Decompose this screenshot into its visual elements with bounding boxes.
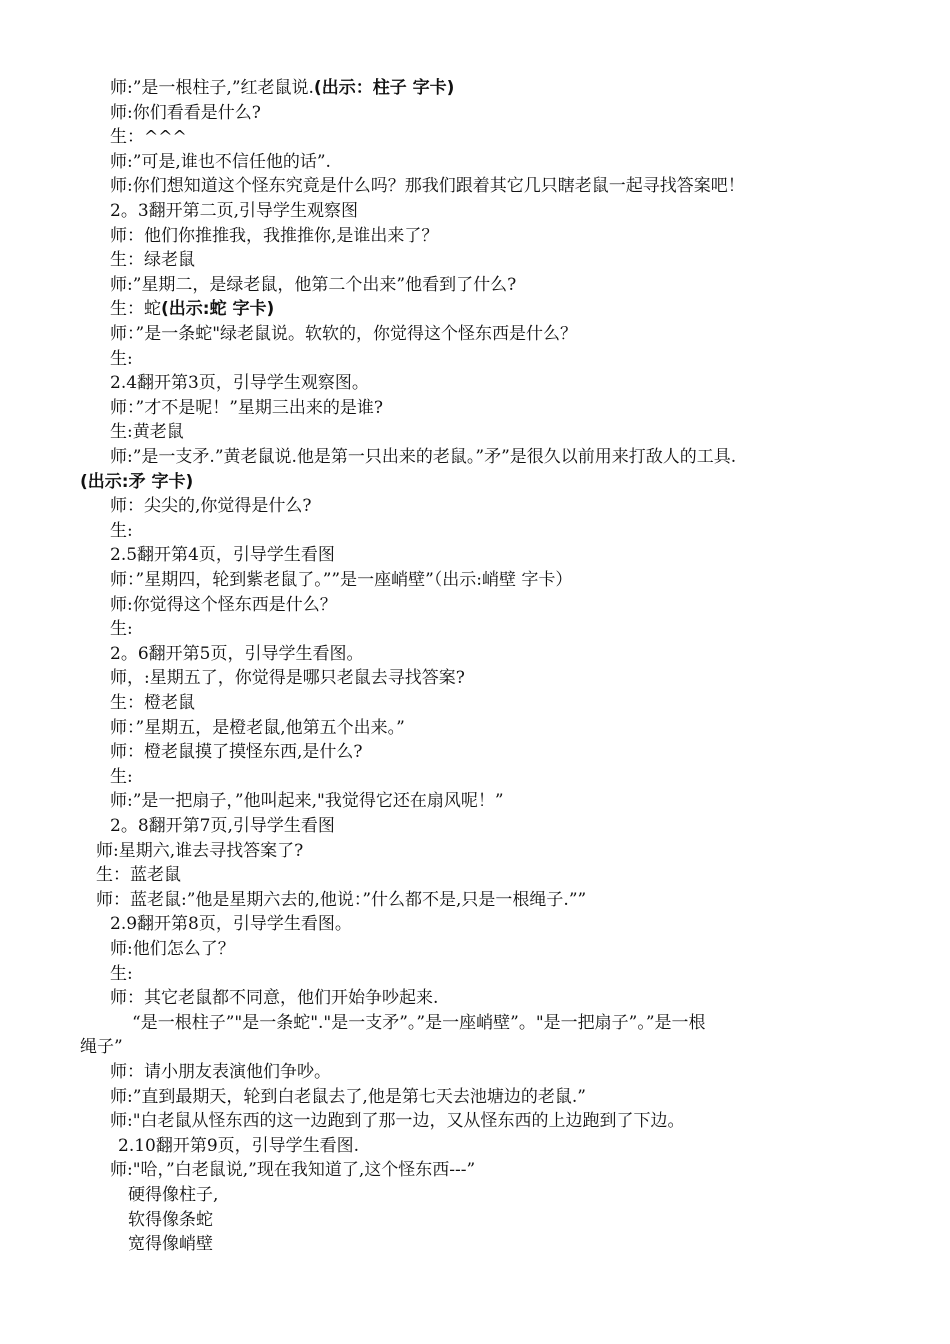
- text-line-30: 师:”是一把扇子，”他叫起来,"我觉得它还在扇风呢！”: [110, 791, 504, 812]
- text-line-29: 生:: [110, 766, 133, 787]
- text-line-25: 师，:星期五了，你觉得是哪只老鼠去寻找答案?: [110, 668, 465, 689]
- text-line-12: 生:: [110, 348, 133, 369]
- text-line-45: 师:"哈，”白老鼠说,”现在我知道了,这个怪东西---”: [110, 1160, 476, 1181]
- text-line-11: 师：”是一条蛇"绿老鼠说。软软的，你觉得这个怪东西是什么？: [110, 324, 578, 344]
- text-line-33: 生：蓝老鼠: [96, 865, 181, 886]
- text-line-37: 生:: [110, 963, 133, 984]
- text-line-8: 生：绿老鼠: [110, 250, 195, 271]
- text-line-48: 宽得像峭壁: [128, 1234, 213, 1255]
- text-line-35: 2.9翻开第8页，引导学生看图。: [110, 914, 352, 935]
- text-line-36: 师:他们怎么了？: [110, 939, 235, 959]
- text-line-13: 2.4翻开第3页，引导学生观察图。: [110, 373, 369, 394]
- text-line-20: 2.5翻开第4页，引导学生看图: [110, 545, 335, 566]
- text-line-38: 师：其它老鼠都不同意，他们开始争吵起来.: [110, 988, 439, 1009]
- text-line-28: 师：橙老鼠摸了摸怪东西,是什么?: [110, 742, 363, 763]
- text-line-41: 师：请小朋友表演他们争吵。: [110, 1062, 331, 1082]
- text-line-10: 生：蛇(出示:蛇 字卡): [110, 299, 275, 320]
- text-line-3: 生：^^^: [110, 127, 187, 148]
- text-line-27: 师：”星期五，是橙老鼠,他第五个出来。”: [110, 717, 405, 738]
- text-line-44: 2.10翻开第9页，引导学生看图.: [118, 1135, 360, 1156]
- text-line-46: 硬得像柱子,: [128, 1185, 219, 1205]
- text-line-42: 师:”直到最期天，轮到白老鼠去了,他是第七天去池塘边的老鼠.”: [110, 1086, 586, 1107]
- text-line-47: 软得像条蛇: [128, 1209, 213, 1230]
- text-line-1: 师:”是一根柱子,”红老鼠说.(出示：柱子 字卡): [110, 78, 455, 98]
- text-line-26: 生：橙老鼠: [110, 693, 195, 713]
- text-line-23: 生:: [110, 619, 133, 640]
- text-line-19: 生:: [110, 520, 133, 541]
- text-line-21: 师：”星期四，轮到紫老鼠了。””是一座峭壁”（出示:峭壁 字卡）: [110, 570, 573, 590]
- text-line-14: 师：”才不是呢！”星期三出来的是谁?: [110, 397, 383, 418]
- text-line-17: (出示:矛 字卡): [80, 471, 194, 492]
- text-line-5: 师:你们想知道这个怪东究竟是什么吗？那我们跟着其它几只瞎老鼠一起寻找答案吧！: [110, 176, 745, 197]
- text-line-7: 师：他们你推推我，我推推你,是谁出来了？: [110, 225, 439, 246]
- text-line-6: 2。3翻开第二页,引导学生观察图: [110, 201, 359, 221]
- text-line-18: 师：尖尖的,你觉得是什么?: [110, 496, 312, 517]
- text-line-34: 师：蓝老鼠:”他是星期六去的,他说：”什么都不是,只是一根绳子.””: [96, 889, 587, 910]
- text-line-15: 生:黄老鼠: [110, 422, 184, 443]
- text-line-9: 师:”星期二，是绿老鼠，他第二个出来”他看到了什么?: [110, 274, 517, 295]
- text-line-16: 师:”是一支矛.”黄老鼠说.他是第一只出来的老鼠。”矛”是很久以前用来打敌人的工具.: [110, 447, 737, 467]
- text-line-4: 师:”可是,谁也不信任他的话”.: [110, 151, 331, 172]
- text-line-32: 师:星期六,谁去寻找答案了?: [96, 840, 304, 861]
- text-line-40: 绳子”: [80, 1037, 123, 1058]
- text-line-39: “是一根柱子”"是一条蛇"."是一支矛”。”是一座峭壁”。"是一把扇子”。”是一根: [132, 1012, 706, 1033]
- text-line-31: 2。8翻开第7页,引导学生看图: [110, 816, 335, 836]
- text-line-22: 师:你觉得这个怪东西是什么？: [110, 594, 337, 615]
- text-line-43: 师:"白老鼠从怪东西的这一边跑到了那一边，又从怪东西的上边跑到了下边。: [110, 1111, 685, 1132]
- text-line-2: 师:你们看看是什么?: [110, 102, 261, 123]
- text-line-24: 2。6翻开第5页，引导学生看图。: [110, 643, 364, 664]
